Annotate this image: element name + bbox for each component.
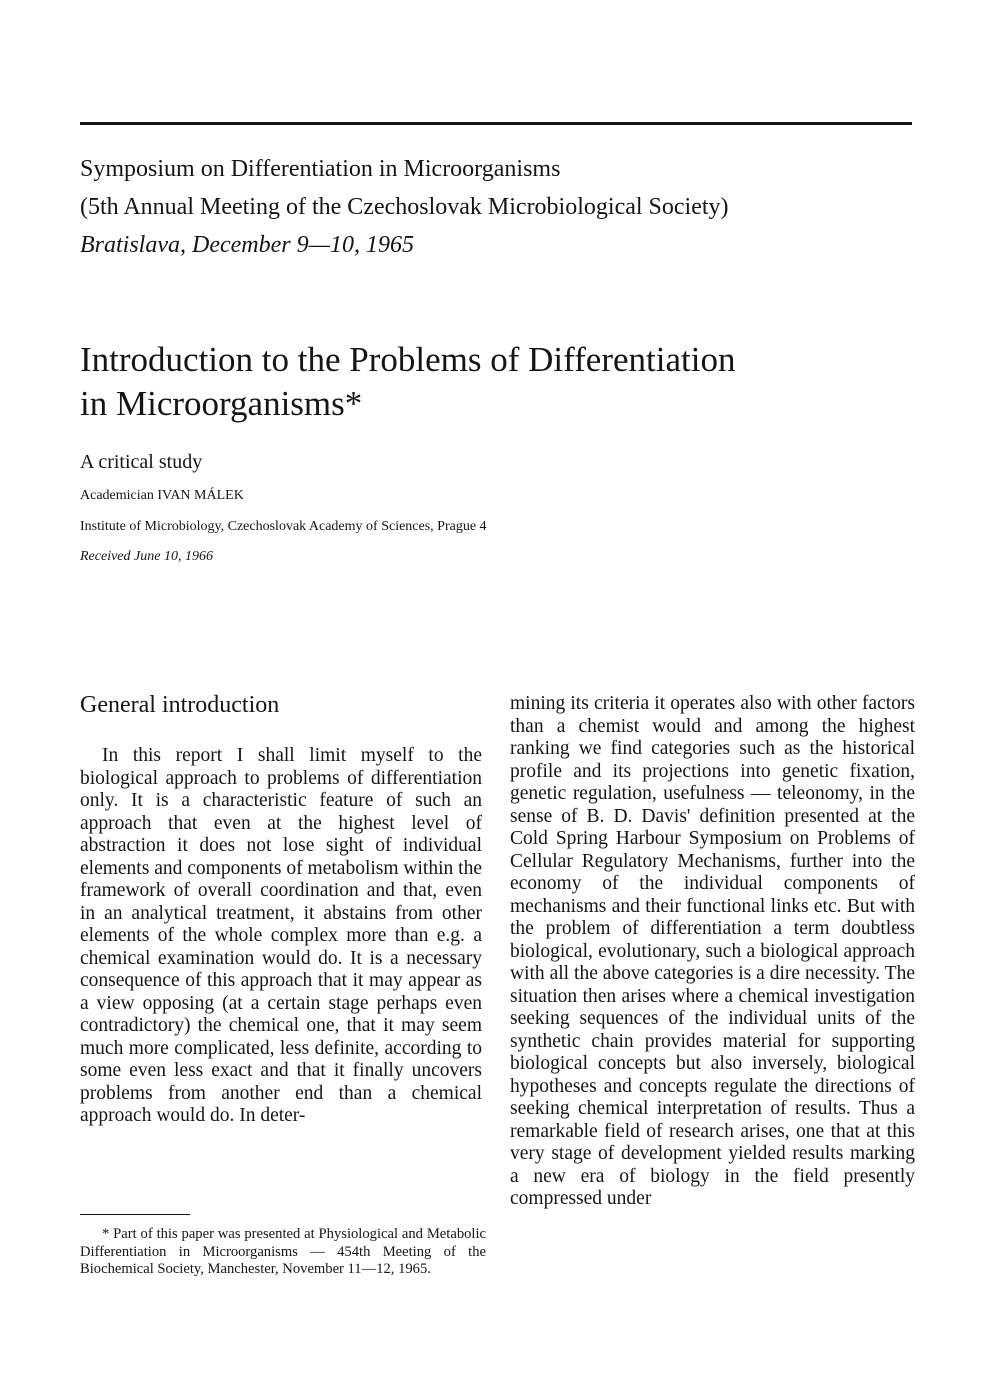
body-paragraph-right: mining its criteria it operates also with other factors than a chemist would and among the highest ranking we find categories such as the historical profile and its projections into genetic fixation, genetic regulation, usefulness — teleonomy, in the sense of B. D. Davis' definition presented at the Cold Spring Harbour Symposium on Problems of Cellular Regulatory Mechanisms, further into the economy of the individual components of mechanisms and their functional links etc. But with the problem of differentiation a term doubtless biological, evolutionary, such a biological approach with all the above categories is a dire necessity. The situation then arises where a chemical investigation seeking sequences of the individual units of the synthetic chain provides material for supporting biological concepts but also inversely, biological hypotheses and concepts regulate the directions of seeking chemical interpretation of results. Thus a remarkable field of research arises, one that at this very stage of development yielded results marking a new era of biology in the field presently compressed under [510,693,915,1209]
section-heading: General introduction [80,692,280,718]
header-rule [80,122,912,125]
article-author: Academician IVAN MÁLEK [80,488,244,503]
symposium-name: Symposium on Differentiation in Microorganisms [80,156,561,182]
body-left-column [80,745,482,1128]
footnote-rule [80,1214,190,1215]
body-right-column [510,693,915,1211]
footnote [80,1226,486,1279]
article-title-line-1: Introduction to the Problems of Differentiation [80,340,736,379]
symposium-header [80,150,920,264]
article-subtitle: A critical study [80,451,203,473]
article-title-line-2: in Microorganisms* [80,384,363,423]
article-title [80,338,920,426]
symposium-meeting: (5th Annual Meeting of the Czechoslovak Microbiological Society) [80,194,729,220]
article-received-date: Received June 10, 1966 [80,549,213,564]
body-paragraph-left: In this report I shall limit myself to the biological approach to problems of differentiation only. It is a characteristic feature of such an approach that even at the highest level of abstraction it does not lose sight of individual elements and components of metabolism within the framework of overall coordination and that, even in an analytical treatment, it abstains from other elements of the whole complex more than e.g. a chemical examination would do. It is a necessary consequence of this approach that it may appear as a view opposing (at a certain stage perhaps even contradictory) the chemical one, that it may seem much more complicated, less definite, according to some even less exact and that it finally uncovers problems from another end than a chemical approach would do. In deter- [80,745,482,1126]
article-institute: Institute of Microbiology, Czechoslovak Academy of Sciences, Prague 4 [80,519,487,534]
symposium-place-date: Bratislava, December 9—10, 1965 [80,232,414,258]
footnote-text: * Part of this paper was presented at Physiological and Metabolic Differentiation in Microorganisms — 454th Meeting of the Biochemical Society, Manchester, November 11—12, 1965. [80,1226,486,1277]
